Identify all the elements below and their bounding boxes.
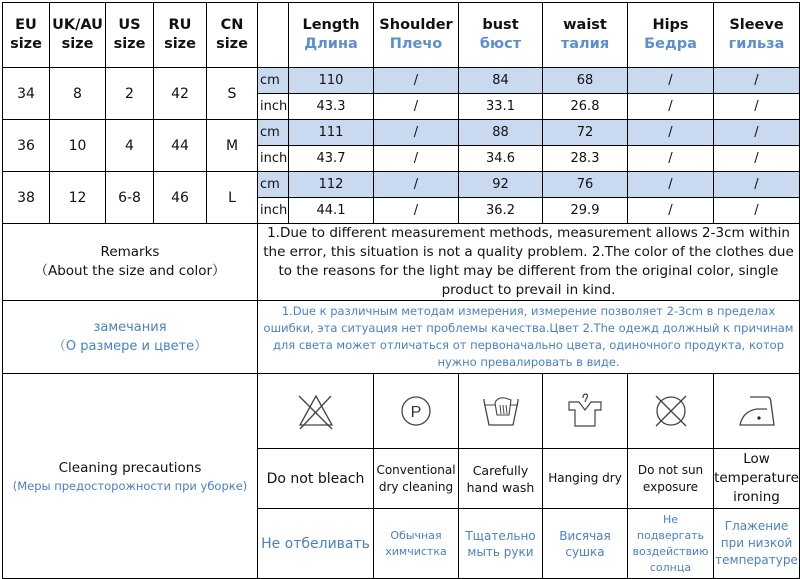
sleeve-cell: / bbox=[714, 146, 800, 172]
us-size-cell: 6-8 bbox=[106, 172, 154, 224]
table-row bbox=[3, 172, 800, 198]
eu-size-cell: 34 bbox=[3, 68, 50, 120]
dry-clean-label: Conventional dry cleaning bbox=[374, 449, 459, 509]
hanging-dry-label-ru: Висячая сушка bbox=[543, 509, 628, 579]
length-cell: 112 bbox=[289, 172, 374, 198]
waist-cell: 29.9 bbox=[543, 198, 628, 224]
uk-au-size-cell: 12 bbox=[50, 172, 106, 224]
hanging-dry-icon bbox=[543, 392, 627, 430]
bust-cell: 84 bbox=[459, 68, 543, 94]
header-eu-size: EU size bbox=[3, 3, 50, 68]
no-sun-label: Do not sun exposure bbox=[628, 449, 714, 509]
no-bleach-label-ru: Не отбеливать bbox=[258, 509, 374, 579]
waist-cell: 72 bbox=[543, 120, 628, 146]
cn-size-cell: S bbox=[207, 68, 258, 120]
eu-size-cell: 36 bbox=[3, 120, 50, 172]
hips-cell: / bbox=[628, 68, 714, 94]
shoulder-cell: / bbox=[374, 172, 459, 198]
no-tumble-dry-icon bbox=[628, 392, 713, 430]
ru-size-cell: 42 bbox=[154, 68, 207, 120]
hand-wash-icon bbox=[459, 393, 542, 429]
remarks-text-en: 1.Due to different measurement methods, measurement allows 2-3cm within the error, this situation is not a quality problem. 2.The color of the clothes due to the reasons for the light may be different from the original color, single product to prevail in kind. bbox=[258, 224, 800, 301]
header-us-size: US size bbox=[106, 3, 154, 68]
hanging-dry-label: Hanging dry bbox=[543, 449, 628, 509]
cleaning-title-ru: (Меры предосторожности при уборке) bbox=[12, 479, 248, 493]
no-bleach-label: Do not bleach bbox=[258, 449, 374, 509]
uk-au-size-cell: 8 bbox=[50, 68, 106, 120]
uk-au-size-cell: 10 bbox=[50, 120, 106, 172]
hand-wash-cell bbox=[459, 374, 543, 449]
bust-cell: 33.1 bbox=[459, 94, 543, 120]
table-row bbox=[3, 120, 800, 146]
size-chart-table bbox=[2, 2, 800, 579]
sleeve-cell: / bbox=[714, 198, 800, 224]
header-uk-au-size: UK/AU size bbox=[50, 3, 106, 68]
remarks-row-ru bbox=[3, 301, 800, 374]
header-waist: waist талия bbox=[543, 3, 628, 68]
bust-cell: 34.6 bbox=[459, 146, 543, 172]
bust-cell: 36.2 bbox=[459, 198, 543, 224]
unit-inch: inch bbox=[258, 198, 289, 224]
unit-cm: cm bbox=[258, 120, 289, 146]
remarks-title-ru: замечания bbox=[93, 320, 167, 335]
header-sleeve: Sleeve гильза bbox=[714, 3, 800, 68]
hips-cell: / bbox=[628, 198, 714, 224]
sleeve-cell: / bbox=[714, 68, 800, 94]
no-bleach-cell bbox=[258, 374, 374, 449]
sleeve-cell: / bbox=[714, 172, 800, 198]
header-row bbox=[3, 3, 800, 68]
header-ru-size: RU size bbox=[154, 3, 207, 68]
header-shoulder: Shoulder Плечо bbox=[374, 3, 459, 68]
unit-cm: cm bbox=[258, 172, 289, 198]
header-bust: bust бюст bbox=[459, 3, 543, 68]
no-bleach-icon bbox=[258, 391, 373, 431]
length-cell: 110 bbox=[289, 68, 374, 94]
us-size-cell: 4 bbox=[106, 120, 154, 172]
no-sun-label-ru: Не подвергать воздействию солнца bbox=[628, 509, 714, 579]
waist-cell: 26.8 bbox=[543, 94, 628, 120]
remarks-row-en bbox=[3, 224, 800, 301]
bust-cell: 92 bbox=[459, 172, 543, 198]
ru-size-cell: 46 bbox=[154, 172, 207, 224]
unit-inch: inch bbox=[258, 146, 289, 172]
dry-clean-cell bbox=[374, 374, 459, 449]
length-cell: 43.7 bbox=[289, 146, 374, 172]
hand-wash-label-ru: Тщательно мыть руки bbox=[459, 509, 543, 579]
header-cn-size: CN size bbox=[207, 3, 258, 68]
shoulder-cell: / bbox=[374, 94, 459, 120]
low-iron-cell bbox=[714, 374, 800, 449]
shoulder-cell: / bbox=[374, 146, 459, 172]
hips-cell: / bbox=[628, 146, 714, 172]
ru-size-cell: 44 bbox=[154, 120, 207, 172]
header-hips: Hips Бедра bbox=[628, 3, 714, 68]
low-iron-label-ru: Глажение при низкой температуре bbox=[714, 509, 800, 579]
low-iron-icon bbox=[714, 393, 799, 429]
length-cell: 43.3 bbox=[289, 94, 374, 120]
header-length: Length Длина bbox=[289, 3, 374, 68]
cn-size-cell: M bbox=[207, 120, 258, 172]
shoulder-cell: / bbox=[374, 120, 459, 146]
waist-cell: 68 bbox=[543, 68, 628, 94]
hips-cell: / bbox=[628, 120, 714, 146]
header-unit-blank bbox=[258, 3, 289, 68]
waist-cell: 28.3 bbox=[543, 146, 628, 172]
dry-clean-label-ru: Обычная химчистка bbox=[374, 509, 459, 579]
hips-cell: / bbox=[628, 94, 714, 120]
remarks-label-en bbox=[3, 224, 258, 301]
hanging-dry-cell bbox=[543, 374, 628, 449]
eu-size-cell: 38 bbox=[3, 172, 50, 224]
hips-cell: / bbox=[628, 172, 714, 198]
length-cell: 44.1 bbox=[289, 198, 374, 224]
us-size-cell: 2 bbox=[106, 68, 154, 120]
table-row bbox=[3, 68, 800, 94]
waist-cell: 76 bbox=[543, 172, 628, 198]
remarks-subtitle-ru: （О размере и цвете） bbox=[52, 339, 208, 354]
dry-clean-p-icon bbox=[374, 394, 458, 428]
no-sun-cell bbox=[628, 374, 714, 449]
sleeve-cell: / bbox=[714, 94, 800, 120]
remarks-subtitle: （About the size and color） bbox=[34, 263, 226, 279]
remarks-label-ru bbox=[3, 301, 258, 374]
cleaning-icons-row bbox=[3, 374, 800, 449]
cleaning-precautions-label bbox=[3, 374, 258, 579]
unit-cm: cm bbox=[258, 68, 289, 94]
hand-wash-label: Carefully hand wash bbox=[459, 449, 543, 509]
unit-inch: inch bbox=[258, 94, 289, 120]
shoulder-cell: / bbox=[374, 198, 459, 224]
bust-cell: 88 bbox=[459, 120, 543, 146]
shoulder-cell: / bbox=[374, 68, 459, 94]
remarks-text-ru: 1.Due к различным методам измерения, измерение позволяет 2-3cm в пределах ошибки, эта ситуация нет проблемы качества.Цвет 2.The одежд должный к причинам для света может отличаться от первоначально цвета, одиночного продукта, котор нужно превалировать в виде. bbox=[258, 301, 800, 374]
low-iron-label: Low temperature ironing bbox=[714, 449, 800, 509]
sleeve-cell: / bbox=[714, 120, 800, 146]
svg-text:P: P bbox=[410, 404, 422, 421]
cn-size-cell: L bbox=[207, 172, 258, 224]
cleaning-title-en: Cleaning precautions bbox=[58, 460, 202, 476]
remarks-title: Remarks bbox=[100, 244, 160, 260]
length-cell: 111 bbox=[289, 120, 374, 146]
